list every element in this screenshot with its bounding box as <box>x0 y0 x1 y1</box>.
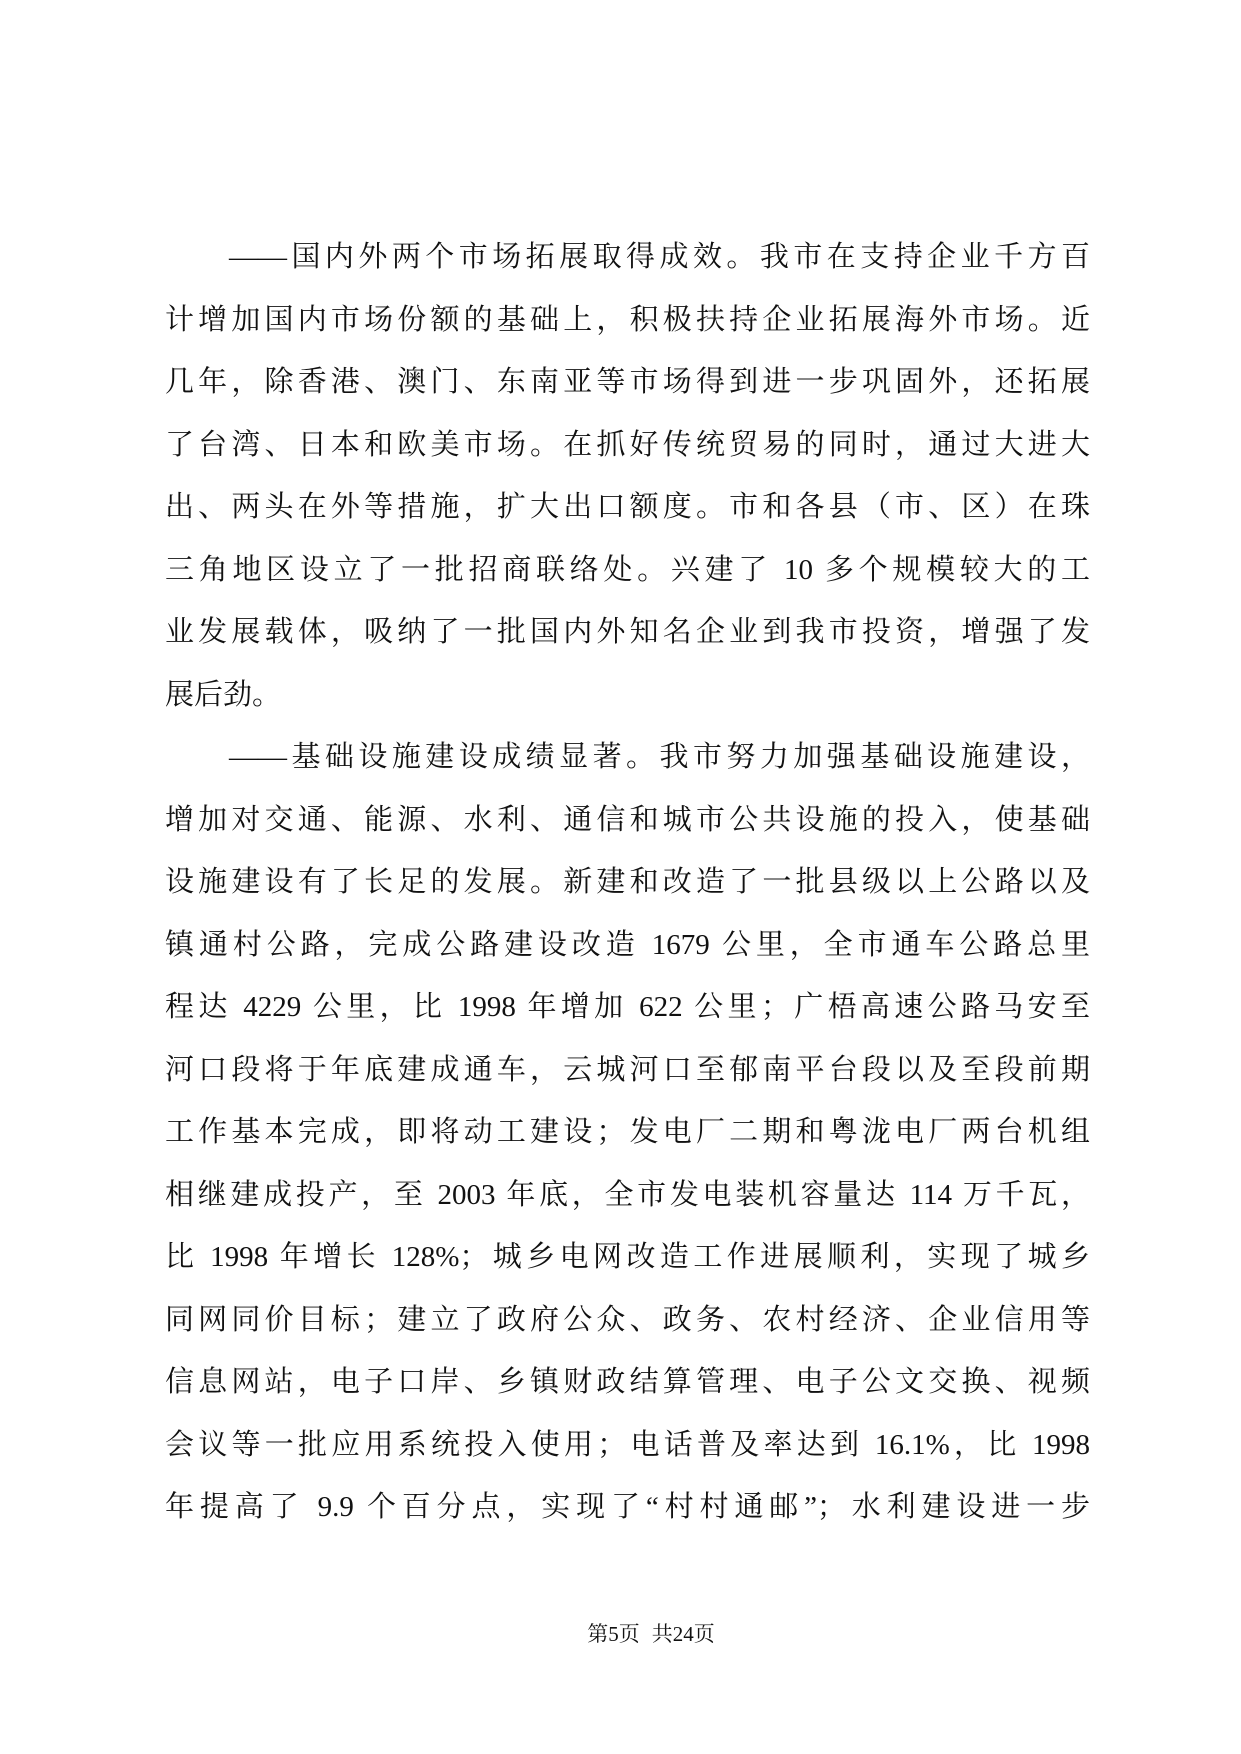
text-line: 展后劲。 <box>165 678 282 711</box>
text-line: 河口段将于年底建成通车，云城河口至郁南平台段以及至段前期 <box>165 1053 1090 1086</box>
text-line: ——国内外两个市场拓展取得成效。我市在支持企业千方百 <box>229 241 1090 273</box>
text-line: 出、两头在外等措施，扩大出口额度。市和各县（市、区）在珠 <box>165 491 1090 523</box>
page-number: 第5页 <box>587 1622 640 1646</box>
page-total: 共24页 <box>651 1622 715 1646</box>
text-line: 增加对交通、能源、水利、通信和城市公共设施的投入，使基础 <box>165 803 1090 836</box>
text-line: 程达 4229 公里，比 1998 年增加 622 公里；广梧高速公路马安至 <box>165 991 1090 1023</box>
text-line: 比 1998 年增长 128%；城乡电网改造工作进展顺利，实现了城乡 <box>165 1241 1090 1273</box>
text-line: 会议等一批应用系统投入使用；电话普及率达到 16.1%，比 1998 <box>165 1428 1090 1461</box>
text-line: 信息网站，电子口岸、乡镇财政结算管理、电子公文交换、视频 <box>165 1366 1090 1398</box>
text-line: 了台湾、日本和欧美市场。在抓好传统贸易的同时，通过大进大 <box>165 428 1090 461</box>
page-footer <box>541 1618 761 1650</box>
paragraph-infrastructure <box>165 726 1090 1539</box>
text-line: 计增加国内市场份额的基础上，积极扶持企业拓展海外市场。近 <box>165 303 1090 336</box>
paragraph-market-expansion <box>165 226 1090 726</box>
text-line: 几年，除香港、澳门、东南亚等市场得到进一步巩固外，还拓展 <box>165 366 1090 398</box>
text-line: ——基础设施建设成绩显著。我市努力加强基础设施建设， <box>229 741 1090 773</box>
text-line: 相继建成投产，至 2003 年底，全市发电装机容量达 114 万千瓦， <box>165 1178 1090 1211</box>
text-line: 三角地区设立了一批招商联络处。兴建了 10 多个规模较大的工 <box>165 553 1090 586</box>
text-line: 设施建设有了长足的发展。新建和改造了一批县级以上公路以及 <box>165 866 1090 898</box>
text-line: 年提高了 9.9 个百分点，实现了“村村通邮”；水利建设进一步 <box>165 1491 1090 1523</box>
text-line: 工作基本完成，即将动工建设；发电厂二期和粤泷电厂两台机组 <box>165 1116 1090 1148</box>
text-line: 同网同价目标；建立了政府公众、政务、农村经济、企业信用等 <box>165 1303 1090 1336</box>
text-line: 镇通村公路，完成公路建设改造 1679 公里，全市通车公路总里 <box>165 928 1090 961</box>
body-text <box>165 226 1090 1539</box>
text-line: 业发展载体，吸纳了一批国内外知名企业到我市投资，增强了发 <box>165 616 1090 648</box>
